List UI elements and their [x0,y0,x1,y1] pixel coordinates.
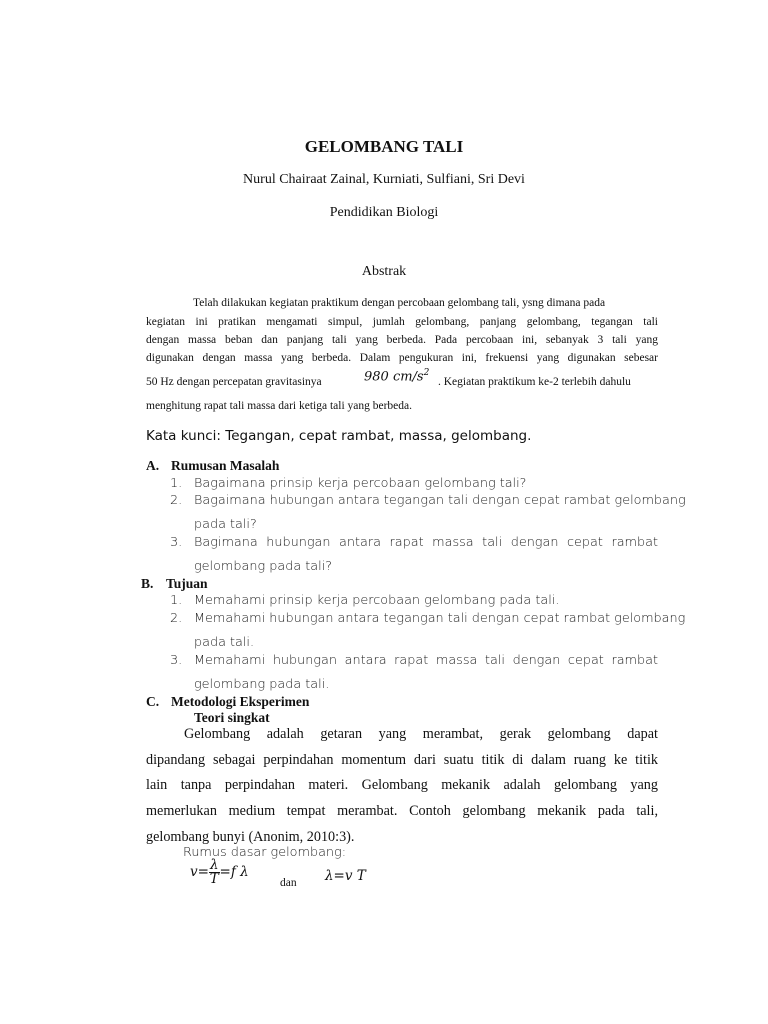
section-b-item-3-text: Memahami hubungan antara rapat massa tali dengan cepat rambat [194,653,658,668]
section-a-item-1-text: Bagaimana prinsip kerja percobaan gelombang tali? [194,476,527,491]
section-a-heading: Rumusan Masalah [171,458,280,473]
theory-line-5: gelombang bunyi (Anonim, 2010:3). [146,829,355,845]
section-a-item-2-text: Bagaimana hubungan antara tegangan tali dengan cepat rambat gelombang [194,493,686,508]
section-b-item-2-text-cont: pada tali. [194,635,255,650]
abstract-line-2: kegiatan ini pratikan mengamati simpul, jumlah gelombang, panjang gelombang, tegangan tali [146,316,658,328]
section-a-item-3-text-cont: gelombang pada tali? [194,559,332,574]
gravity-formula: 980 $cm/s^2$ [364,368,430,385]
section-c-subheading: Teori singkat [194,710,270,725]
section-b-item-3-num: 3. [170,653,183,668]
keywords: Kata kunci: Tegangan, cepat rambat, massa, gelombang. [146,428,532,444]
department: Pendidikan Biologi [329,205,439,220]
section-b-letter: B. [141,576,154,591]
abstract-heading: Abstrak [361,264,407,279]
section-a-item-3-num: 3. [170,535,183,550]
section-b-item-1-num: 1. [170,593,183,608]
abstract-line-1: Telah dilakukan kegiatan praktikum dengan percobaan gelombang tali, ysng dimana pada [193,297,606,309]
wavelength-formula: λ=v T [325,868,366,884]
section-b-heading: Tujuan [166,576,208,591]
section-b-item-2-text: Memahami hubungan antara tegangan tali dengan cepat rambat gelombang [194,611,686,626]
formula-connector: dan [280,877,297,889]
theory-line-2: dipandang sebagai perpindahan momentum dari suatu titik di dalam ruang ke titik [146,752,658,768]
document-title: GELOMBANG TALI [304,137,464,156]
theory-line-3: lain tanpa perpindahan materi. Gelombang mekanik adalah gelombang yang [146,777,658,793]
section-b-item-1-text: Memahami prinsip kerja percobaan gelombang pada tali. [194,593,560,608]
section-a-item-3-text: Bagimana hubungan antara rapat massa tali dengan cepat rambat [194,535,658,550]
formula-label: Rumus dasar gelombang: [183,845,347,860]
abstract-line-5-post: . Kegiatan praktikum ke-2 terlebih dahulu [438,376,631,388]
section-a-item-2-text-cont: pada tali? [194,517,257,532]
abstract-line-4: digunakan dengan massa yang berbeda. Dalam pengukuran ini, frekuensi yang digunakan sebesar [146,352,658,364]
theory-line-1: Gelombang adalah getaran yang merambat, gerak gelombang dapat [184,726,658,742]
abstract-line-3: dengan massa beban dan panjang tali yang berbeda. Pada percobaan ini, sebanyak 3 tali yang [146,334,658,346]
section-a-item-2-num: 2. [170,493,183,508]
section-a-item-1-num: 1. [170,476,183,491]
section-b-item-3-text-cont: gelombang pada tali. [194,677,330,692]
wave-speed-formula: v= $\frac{\lambda}{T}$ =f λ [190,857,249,887]
abstract-line-6: menghitung rapat tali massa dari ketiga tali yang berbeda. [146,400,413,412]
theory-line-4: memerlukan medium tempat merambat. Contoh gelombang mekanik pada tali, [146,803,658,819]
section-a-letter: A. [146,458,160,473]
section-c-heading: Metodologi Eksperimen [171,694,310,709]
authors: Nurul Chairaat Zainal, Kurniati, Sulfiani, Sri Devi [243,172,525,187]
abstract-line-5-pre: 50 Hz dengan percepatan gravitasinya [146,376,322,388]
section-b-item-2-num: 2. [170,611,183,626]
section-c-letter: C. [146,694,160,709]
